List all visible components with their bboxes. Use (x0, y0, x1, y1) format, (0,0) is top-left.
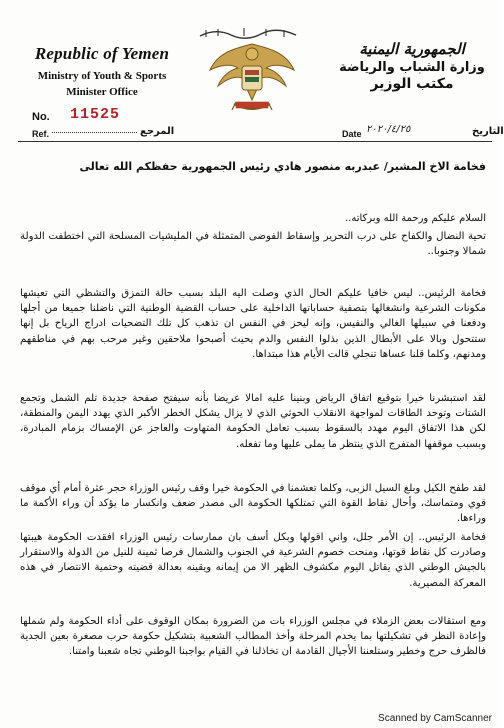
body-paragraph-2: لقد استبشرنا خيرا بتوقيع اتفاق الرياض وبنينا عليه امالا عريضا بأنه سيفتح صفحة جديدة تلم الشمل وتجمع الشتات وتوحد الطاقات لمواجهة الانقلاب الحوثي الذي لا يزال يشكل الخطر الأكبر الذي يهدد اليمن والمنطقة، لكن هذا الاتفاق اليوم مهدد بالسقوط بسبب تعامل الحكومة المتهاوت والعاجز عن الإمساك بزمام المبادرة، وبسبب موقفها المتفرج الذي ينتظر ما يملى عليها وما تفعله. (20, 393, 486, 450)
header-divider (18, 141, 492, 142)
number-label: No. (32, 111, 50, 123)
yemen-emblem-icon (206, 30, 298, 122)
country-name-en: Republic of Yemen (34, 44, 170, 63)
body-paragraph-1: فخامة الرئيس.. ليس خافيا عليكم الحال الذي وصلت اليه البلد بسبب حالة التمزق والتشظي التي تعيشها مكونات الشرعية وانشغالها بتصفية حساباتها الداخلية على حساب القضية الوطنية التي ناضلنا جميعا من أجلها ودفعنا في سبيلها الغالي والنفيس، وإنه ليحز في النفس ان تذهب كل تلك التضحيات ادراج الرياح بل إنها ستتحول وبالا على الأبطال الذين بذلوا النفس والدم بحيث أصبحوا ملاحقين وغير مرحب بهم في مناطقهم ومدنهم، وكلما قلنا عساها تنجلي قالت الأيام هذا مبتداها. (20, 288, 486, 360)
greeting: السلام عليكم ورحمة الله وبركاته.. (344, 213, 486, 224)
ministry-name-ar: وزارة الشباب والرياضة (339, 60, 485, 75)
ministry-name-en: Ministry of Youth & Sports (37, 70, 167, 82)
reference-line (52, 132, 137, 133)
header-english (22, 44, 182, 98)
body-paragraph-3: لقد طفح الكيل وبلغ السيل الزبى، وكلما تعشمنا في الحكومة خيرا وقف رئيس الوزراء حجر عثرة أمام أي موقف قوي ومتماسك، وأحال نقاط القوة التي تمتلكها الحكومة الى مصدر ضعف وانكسار ما يؤكد أن وراء الأكمة ما وراءها. (20, 483, 486, 525)
body-paragraph-5: ومع استقالات بعض الزملاء في مجلس الوزراء بات من الضرورة بمكان الوقوف على أداء الحكومة ولم شملها وإعادة النظر في تشكيلتها بما يخدم المرحلة وأخذ المطالب الشعبية بتشكيل حكومة حرب مصغرة بعين الجدية فالظرف حرج وخطير وستلعننا الأجيال القادمة ان تخاذلنا في القيام بواجبنا الوطني تجاه شعبنا وامتنا. (20, 616, 486, 658)
scanner-watermark: Scanned by CamScanner (378, 713, 492, 724)
header-arabic (332, 40, 492, 92)
body-paragraph-4: فخامة الرئيس.. إن الأمر جلل، واني اقولها وبكل أسف بان ممارسات رئيس الوزراء افقدت الحكومة هيبتها وصادرت كل نقاط قوتها، ومنحت خصوم الشرعية في الجنوب والشمال فرصا ثمينة للنيل من الدولة والاستقرار بالجيش الوطني الذي يقاتل اليوم مكشوف الظهر الا من إيمانه ويقينه بعدالة قضيته وحتمية الانتصار في هذه المعركة المصيرية. (20, 532, 486, 589)
country-name-ar: الجمهورية اليمنية (359, 40, 465, 58)
reference-label: Ref. (32, 129, 50, 139)
reference-label-ar: المرجع (140, 126, 175, 137)
date-value: ٢٠٢٠/٤/٢٥ (366, 124, 411, 135)
office-name-en: Minister Office (66, 86, 138, 98)
addressee-line: فخامة الاخ المشير/ عبدربه منصور هادي رئيس الجمهورية حفظكم الله تعالى (79, 160, 486, 173)
document-number: 11525 (70, 106, 121, 123)
office-name-ar: مكتب الوزير (370, 76, 454, 92)
date-label: Date (342, 129, 362, 139)
date-label-ar: التاريخ (472, 126, 504, 137)
intro-paragraph: تحية النضال والكفاح على درب التحرير وإسقاط الفوضى المتمثلة في المليشيات المسلحة التي اختطفت الدولة شمالا وجنوبا.. (20, 231, 486, 257)
